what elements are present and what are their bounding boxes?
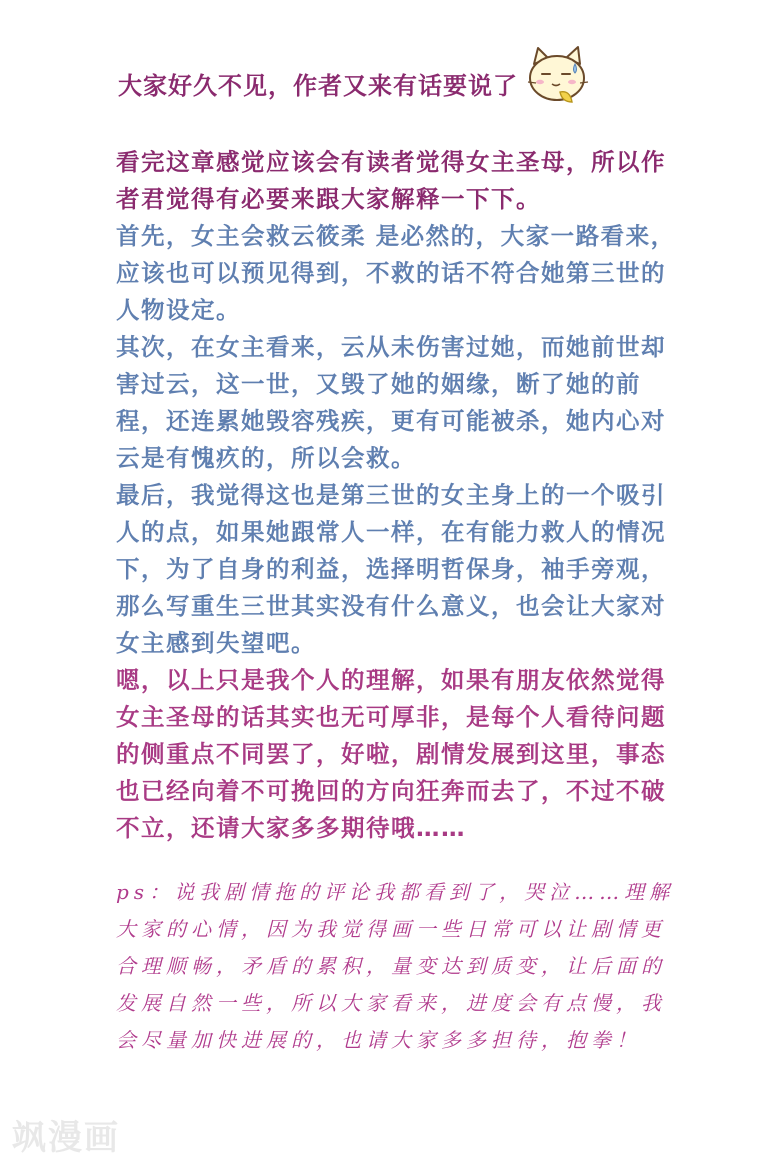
paragraph-third-reason: 最后，我觉得这也是第三世的女主身上的一个吸引人的点，如果她跟常人一样，在有能力救人的情况下，为了自身的利益，选择明哲保身，袖手旁观，那么写重生三世其实没有什么意义，也会让大家对女主感到失望吧。 — [116, 481, 666, 657]
author-note-title: 大家好久不见，作者又来有话要说了 — [118, 72, 518, 100]
watermark-logo: 飒漫画 — [12, 1118, 120, 1158]
paragraph-first-reason: 首先，女主会救云筱柔 是必然的，大家一路看来，应该也可以预见得到，不救的话不符合她第三世的人物设定。 — [116, 222, 676, 324]
paragraph-second-reason: 其次，在女主看来，云从未伤害过她，而她前世却害过云，这一世，又毁了她的姻缘，断了她的前程，还连累她毁容残疾，更有可能被杀，她内心对云是有愧疚的，所以会救。 — [116, 333, 666, 472]
postscript-note: ps：说我剧情拖的评论我都看到了，哭泣……理解大家的心情，因为我觉得画一些日常可以让剧情更合理顺畅，矛盾的累积，量变达到质变，让后面的发展自然一些，所以大家看来，进度会有点慢，我会尽量加快进展的，也请大家多多担待，抱拳！ — [116, 880, 675, 1052]
paragraph-conclusion: 嗯，以上只是我个人的理解，如果有朋友依然觉得女主圣母的话其实也无可厚非，是每个人看待问题的侧重点不同罢了，好啦，剧情发展到这里，事态也已经向着不可挽回的方向狂奔而去了，不过不破不立，还请大家多多期待哦…… — [116, 666, 666, 842]
paragraph-intro: 看完这章感觉应该会有读者觉得女主圣母，所以作者君觉得有必要来跟大家解释一下下。 — [116, 148, 666, 213]
cat-mascot-icon — [520, 42, 592, 108]
